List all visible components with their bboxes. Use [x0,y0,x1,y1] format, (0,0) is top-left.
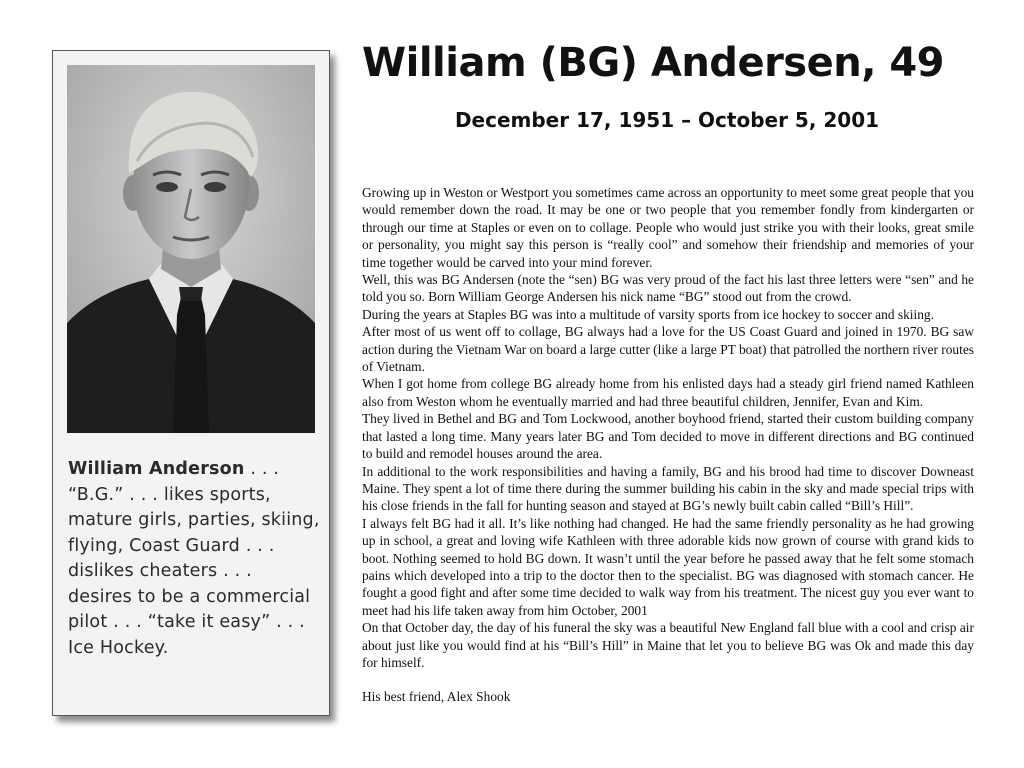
life-dates: December 17, 1951 – October 5, 2001 [454,108,880,132]
yearbook-portrait-photo [67,65,315,433]
tribute-paragraph: During the years at Staples BG was into a multitude of varsity sports from ice hockey to soccer and skiing. [362,306,934,322]
tribute-paragraph: I always felt BG had it all. It’s like nothing had changed. He had the same friendly personality as he had growing up in school, a great and loving wife Kathleen with three adorable kids now grown of course with grand kids to boot. Nothing seemed to hold BG down. It wasn’t until the year before he passed away that he felt some stomach pains which developed into a trip to the doctor then to the specialist. BG was diagnosed with stomach cancer. He fought a good fight and after some time decided to walk way from his treatment. The nicest guy you ever want to meet had his life taken away from him October, 2001 [362,515,974,618]
yearbook-clipping [52,50,330,716]
tribute-text [362,184,974,706]
tribute-paragraph: In additional to the work responsibilities and having a family, BG and his brood had time to discover Downeast Maine. They spent a lot of time there during the summer building his cabin in the sky and made special trips with his close friends in the fall for hunting season and stayed at BG’s newly built cabin called “Bill’s Hill”. [362,463,974,514]
tribute-paragraph: They lived in Bethel and BG and Tom Lockwood, another boyhood friend, started their custom building company that lasted a long time. Many years later BG and Tom decided to move in different directions and BG continued to build and remodel houses around the area. [362,411,974,462]
tribute-paragraph: Well, this was BG Andersen (note the “sen) BG was very proud of the fact his last three letters were “sen” and he told you so. Born William George Andersen his nick name “BG” stood out from the crowd. [362,272,974,305]
yearbook-caption-text: . . . “B.G.” . . . likes sports, mature girls, parties, skiing, flying, Coast Guard . . . dislikes cheaters . . . desires to be a commercial pilot . . . “take it easy” . . . Ice Hockey. [68,459,320,658]
signature: His best friend, Alex Shook [362,689,511,705]
yearbook-caption [68,457,320,661]
tribute-paragraph: On that October day, the day of his funeral the sky was a beautiful New England fall blue with a cool and crisp air about just like you would find at his “Bill’s Hill” in Maine that let you to believe BG was Ok and made this day for himself. [362,620,974,670]
portrait-illustration [67,65,315,433]
tribute-paragraph: After most of us went off to collage, BG always had a love for the US Coast Guard and joined in 1970. BG saw action during the Vietnam War on board a large cutter (like a large PT boat) that patrolled the northern river routes of Vietnam. [362,324,974,375]
tribute-paragraph: Growing up in Weston or Westport you sometimes came across an opportunity to meet some great people that you would remember down the road. It may be one or two people that you remember fondly from kindergarten or through our time at Staples or even on to collage. People who would just strike you with their looks, great smile or personality, you might say this person is “really cool” and somehow their friendship and memories of your time together would be carved into your mind forever. [362,185,974,270]
yearbook-name: William Anderson [68,459,245,479]
page-title: William (BG) Andersen, 49 [362,40,944,86]
tribute-paragraph: When I got home from college BG already home from his enlisted days had a steady girl friend named Kathleen also from Weston whom he eventually married and had three beautiful children, Jennifer, Evan and Kim. [362,376,974,409]
